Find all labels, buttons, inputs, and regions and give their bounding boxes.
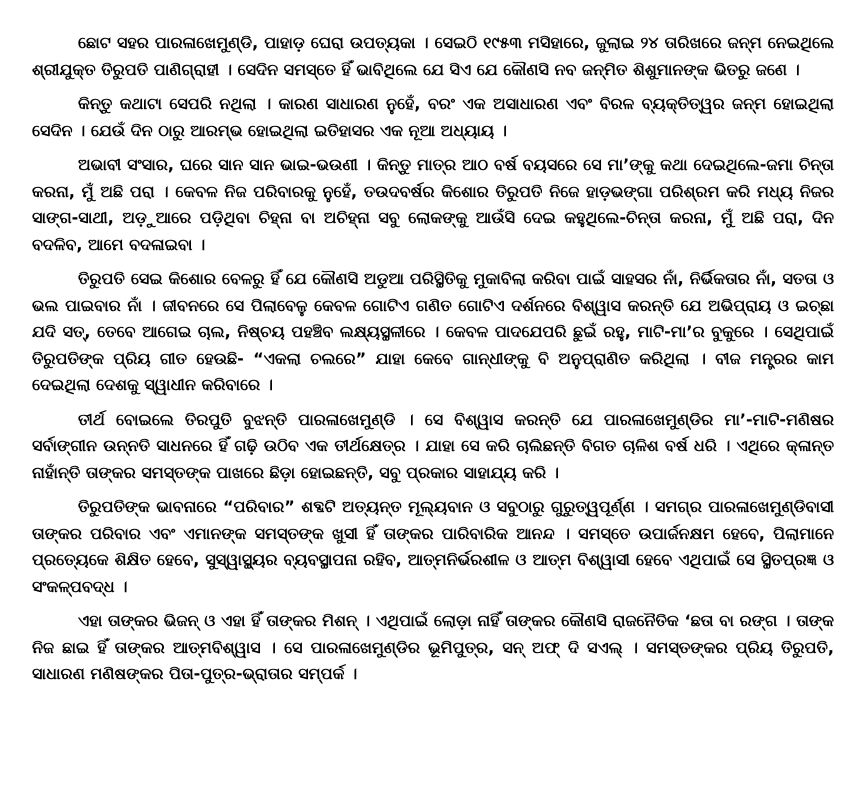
paragraph-5: ତୀର୍ଥ ବୋଇଲେ ତିରପୁତି ବୁଝନ୍ତି ପାରଳାଖେମୁଣ୍ଡି । ସେ ବିଶ୍ୱାସ କରନ୍ତି ଯେ ପାରଳାଖେମୁଣ୍ଡିର ମା’-ମାଟି-ମଣିଷର ସର୍ବାଙ୍ଗୀନ ଉନ୍ନତି ସାଧନରେ ହିଁ ଗଢ଼ି ଉଠିବ ଏକ ତୀର୍ଥକ୍ଷେତ୍ର । ଯାହା ସେ କରି ଚାଲିଛନ୍ତି ବିଗତ ଚାଳିଶ ବର୍ଷ ଧରି । ଏଥିରେ କ୍ଳାନ୍ତ ନାହାଁନ୍ତି ତାଙ୍କର ସମସ୍ତଙ୍କ ପାଖରେ ଛିଡ଼ା ହୋଇଛନ୍ତି, ସବୁ ପ୍ରକାର ସାହାଯ୍ୟ କରି ।: [32, 409, 834, 482]
paragraph-2: କିନ୍ତୁ କଥାଟା ସେପରି ନଥିଲା । କାରଣ ସାଧାରଣ ନୁହେଁ, ବରଂ ଏକ ଅସାଧାରଣ ଏବଂ ବିରଳ ବ୍ୟକ୍ତିତ୍ୱର ଜନ୍ମ ହୋଇଥିଲା ସେଦିନ । ଯେଉଁ ଦିନ ଠାରୁ ଆରମ୍ଭ ହୋଇଥିଲା ଇତିହାସର ଏକ ନୂଆ ଅଧ୍ୟାୟ ।: [32, 94, 834, 140]
paragraph-1: ଛୋଟ ସହର ପାରଳାଖେମୁଣ୍ଡି, ପାହାଡ଼ ଘେରା ଉପତ୍ୟକା । ସେଇଠି ୧୯୫୩ ମସିହାରେ, ଜୁଲାଇ ୨୪ ତାରିଖରେ ଜନ୍ମ ନେଇଥିଲେ ଶ୍ରୀଯୁକ୍ତ ତିରୁପତି ପାଣିଗ୍ରାହୀ । ସେଦିନ ସମସ୍ତେ ହିଁ ଭାବିଥିଲେ ଯେ ସିଏ ଯେ କୌଣସି ନବ ଜନ୍ମିତ ଶିଶୁମାନଙ୍କ ଭିତରୁ ଜଣେ ।: [32, 33, 834, 79]
paragraph-3: ଅଭାବୀ ସଂସାର, ଘରେ ସାନ ସାନ ଭାଇ-ଭଉଣୀ । କିନ୍ତୁ ମାତ୍ର ଆଠ ବର୍ଷ ବୟସରେ ସେ ମା’ଙ୍କୁ କଥା ଦେଇଥିଲେ-ଜମା ଚିନ୍ତା କରନା, ମୁଁ ଅଛି ପରା । କେବଳ ନିଜ ପରିବାରକୁ ନୁହେଁ, ତଉଦବର୍ଷର କିଶୋର ତିରୁପତି ନିଜେ ହାଡ଼ଭଙ୍ଗା ପରିଶ୍ରମ କରି ମଧ୍ୟ ନିଜର ସାଙ୍ଗ-ସାଥୀ, ଅଡ଼ୁଆରେ ପଡ଼ିଥିବା ଚିହ୍ନା ବା ଅଚିହ୍ନା ସବୁ ଲୋକଙ୍କୁ ଆଉଁସି ଦେଇ କହୁଥିଲେ-ଚିନ୍ତା କରନା, ମୁଁ ଅଛି ପରା, ଦିନ ବଦଳିବ, ଆମେ ବଦଳାଇବା ।: [32, 155, 834, 254]
paragraph-7: ଏହା ତାଙ୍କର ଭିଜନ୍ ଓ ଏହା ହିଁ ତାଙ୍କର ମିଶନ୍ । ଏଥିପାଇଁ ଲୋଡ଼ା ନାହିଁ ତାଙ୍କର କୌଣସି ରାଜନୈତିକ ‘ଛତା ବା ରଙ୍ଗ । ତାଙ୍କ ନିଜ ଛାଇ ହିଁ ତାଙ୍କର ଆତ୍ମବିଶ୍ୱାସ । ସେ ପାରଳାଖେମୁଣ୍ଡିର ଭୂମିପୁତ୍ର, ସନ୍ ଅଫ୍ ଦି ସଏଲ୍ । ସମସ୍ତଙ୍କର ପ୍ରିୟ ତିରୁପତି, ସାଧାରଣ ମଣିଷଙ୍କର ପିତା-ପୁତ୍ର-ଭ୍ରାତାର ସମ୍ପର୍କ ।: [32, 611, 834, 683]
paragraph-4: ତିରୁପତି ସେଇ କିଶୋର ବେଳରୁ ହିଁ ଯେ କୌଣସି ଅଡୁଆ ପରିସ୍ଥିତିକୁ ମୁକାବିଲା କରିବା ପାଇଁ ସାହସର ନାଁ, ନିର୍ଭିକତାର ନାଁ, ସତତା ଓ ଭଲ ପାଇବାର ନାଁ । ଜୀବନରେ ସେ ପିଲାବେଳୁ କେବଳ ଗୋଟିଏ ଗଣିତ ଗୋଟିଏ ଦର୍ଶନରେ ବିଶ୍ୱାସ କରନ୍ତି ଯେ ଅଭିପ୍ରାୟ ଓ ଇଚ୍ଛା ଯଦି ସତ୍, ତେବେ ଆଗେଇ ଚାଲ, ନିଷ୍ଚୟ ପହଞ୍ଚିବ ଲକ୍ଷ୍ୟସ୍ଥଳୀରେ । କେବଳ ପାଦଯେପରି ଛୁଇଁ ରହୁ, ମାଟି-ମା’ର ବୁକୁରେ । ସେଥିପାଇଁ ତିରୁପତିଙ୍କ ପ୍ରିୟ ଗୀତ ହେଉଛି- “ଏକଲା ଚଲରେ” ଯାହା କେବେ ଗାନ୍ଧୀଙ୍କୁ ବି ଅନୁପ୍ରାଣିତ କରିଥିଲା । ବୀଜ ମନ୍ତ୍ରର କାମ ଦେଇଥିଲା ଦେଶକୁ ସ୍ୱାଧୀନ କରିବାରେ ।: [32, 269, 834, 394]
paragraph-6: ତିରୁପତିଙ୍କ ଭାବନାରେ “ପରିବାର” ଶବ୍ଦଟି ଅତ୍ୟନ୍ତ ମୂଲ୍ୟବାନ ଓ ସବୁଠାରୁ ଗୁରୁତ୍ୱପୂର୍ଣ୍ଣ । ସମଗ୍ର ପାରଳାଖେମୁଣ୍ଡିବାସୀ ତାଙ୍କର ପରିବାର ଏବଂ ଏମାନଙ୍କ ସମସ୍ତଙ୍କ ଖୁସୀ ହିଁ ତାଙ୍କର ପାରିବାରିକ ଆନନ୍ଦ । ସମସ୍ତେ ଉପାର୍ଜନକ୍ଷମ ହେବେ, ପିଲାମାନେ ପ୍ରତ୍ୟେକେ ଶିକ୍ଷିତ ହେବେ, ସୁସ୍ୱାସ୍ଥ୍ୟର ବ୍ୟବସ୍ଥାପନା ରହିବ, ଆତ୍ମନିର୍ଭରଶୀଳ ଓ ଆତ୍ମ ବିଶ୍ୱାସୀ ହେବେ ଏଥିପାଇଁ ସେ ସ୍ଥିତପ୍ରଜ୍ଞ ଓ ସଂକଳ୍ପବଦ୍ଧ ।: [32, 497, 834, 596]
